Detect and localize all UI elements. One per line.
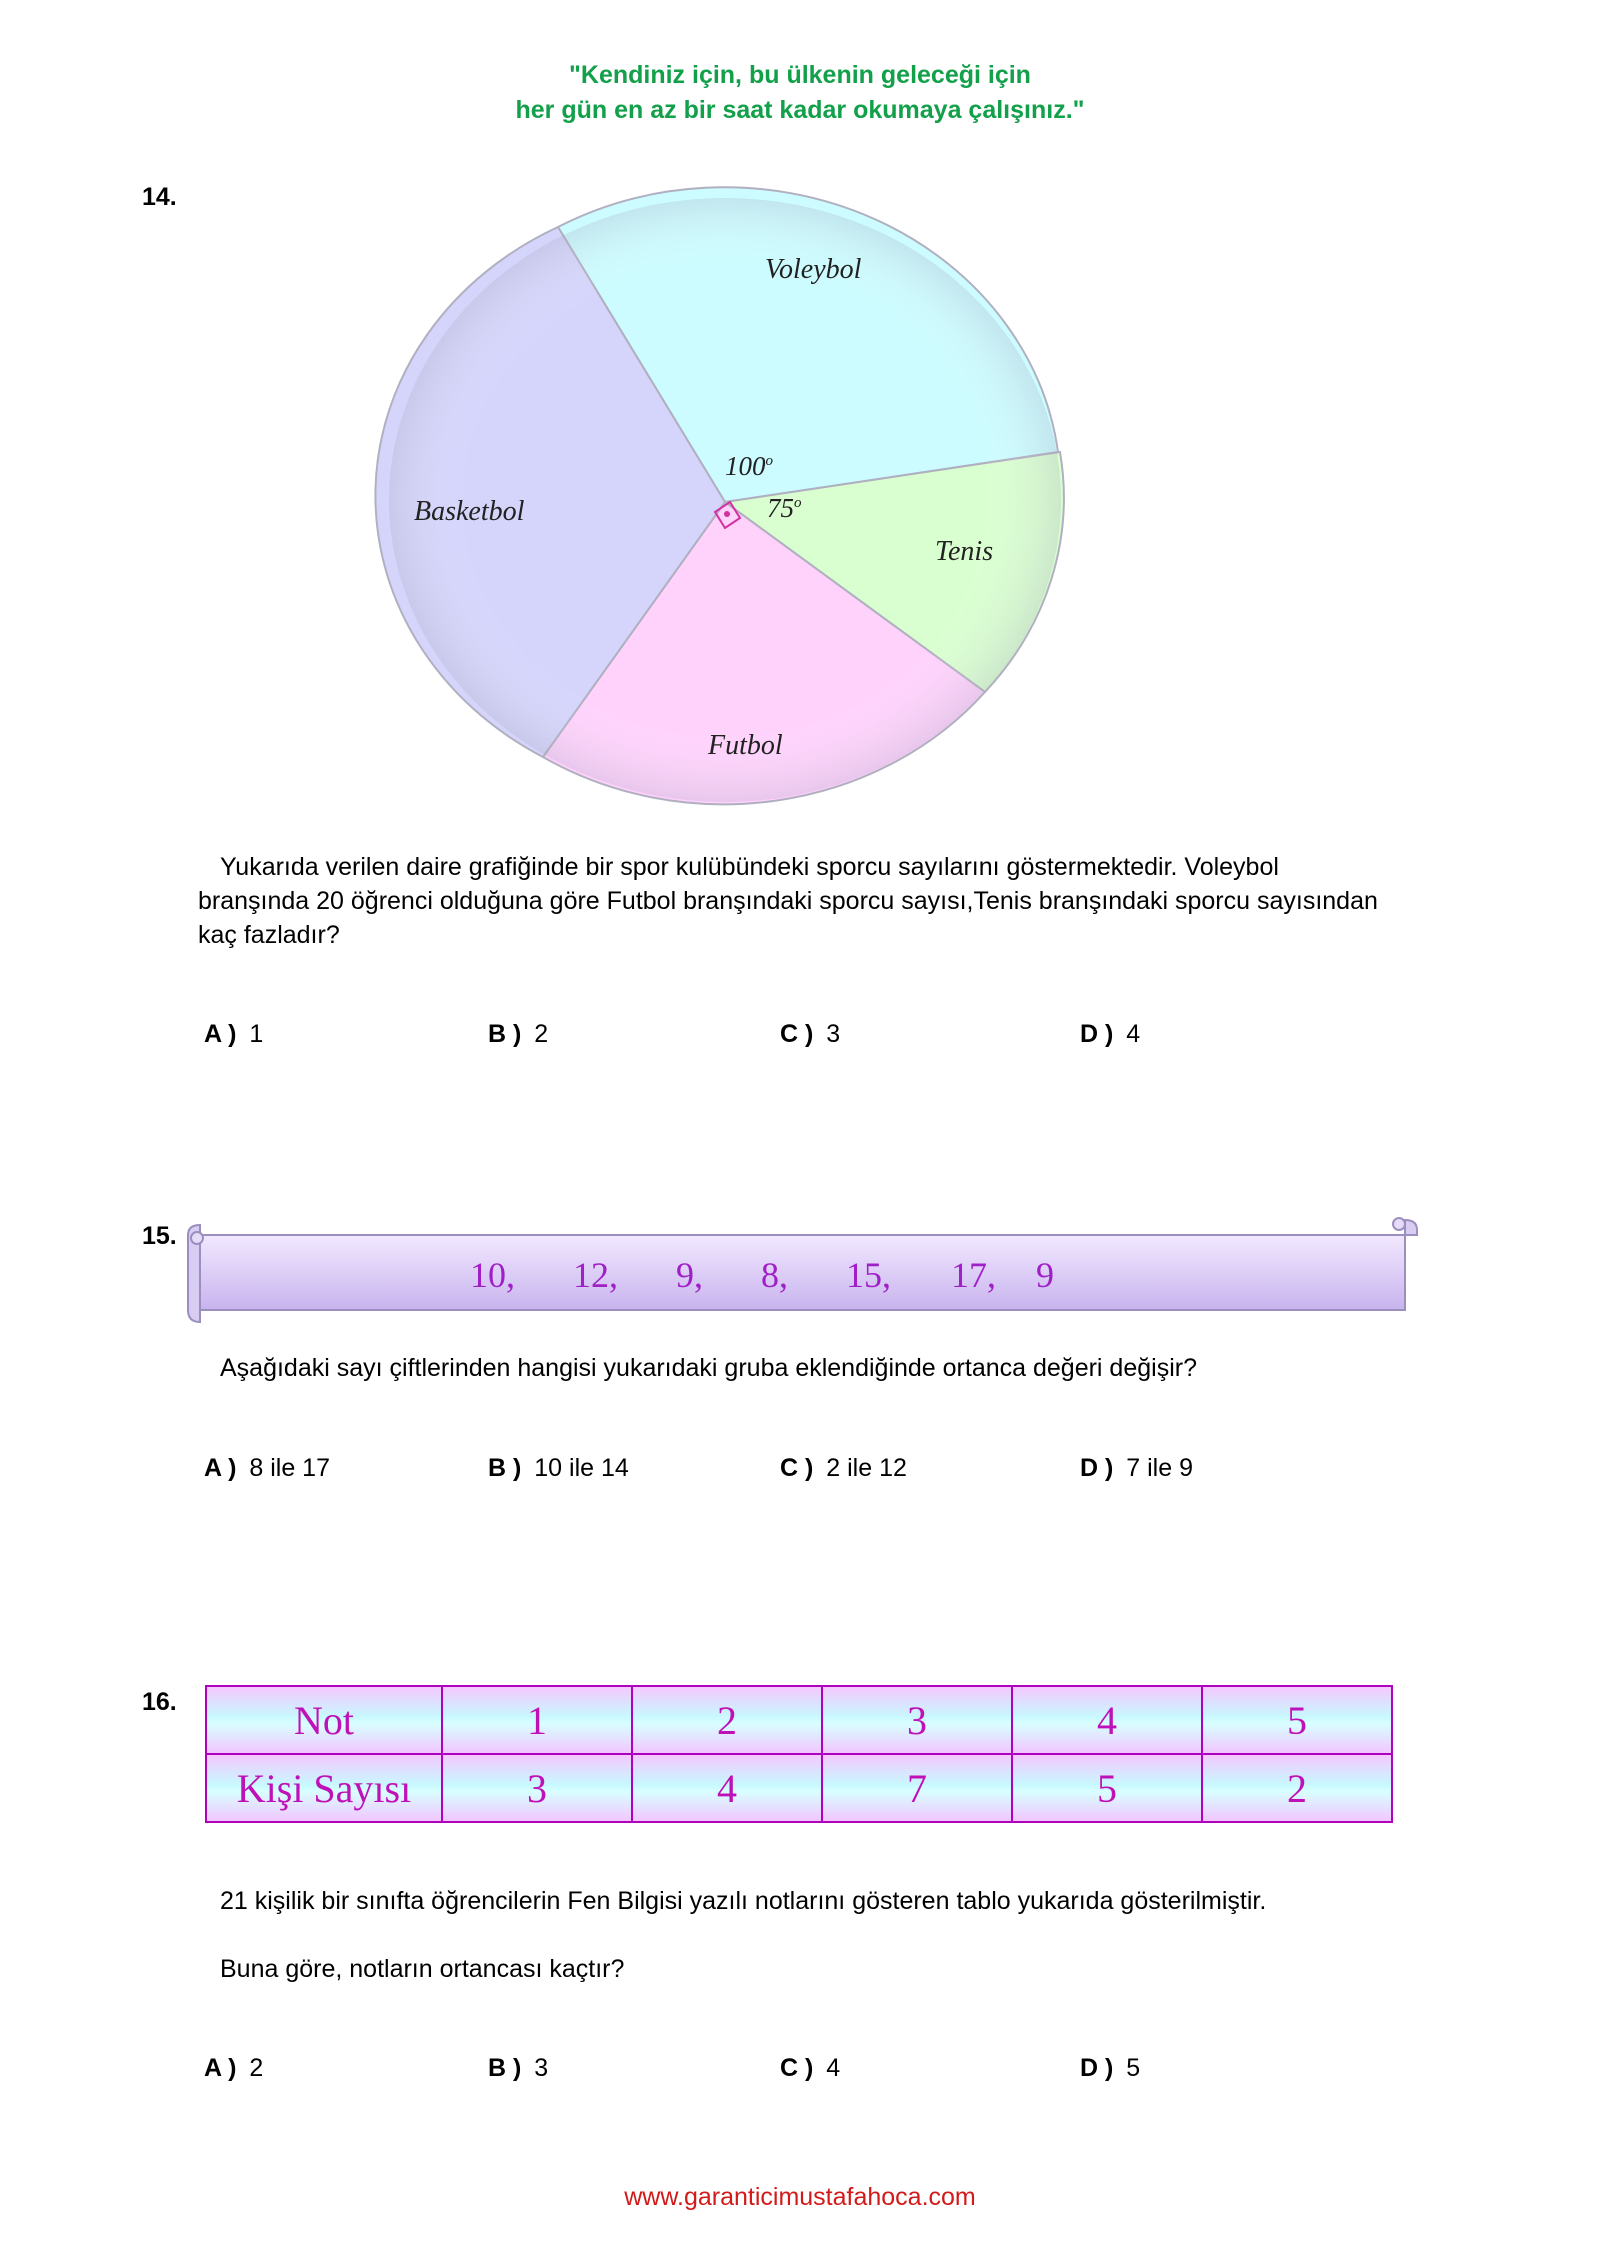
question-text-14: Yukarıda verilen daire grafiğinde bir spor kulübündeki sporcu sayılarını göstermektedir. Voleybol branşında 20 öğrenci olduğuna göre Futbol branşındaki sporcu sayısı,Tenis branşındaki sporcu sayısından kaç fazladır?: [198, 853, 1378, 949]
quote-line-2: her gün en az bir saat kadar okumaya çalışınız.": [515, 96, 1085, 124]
question-number-15: 15.: [142, 1222, 177, 1250]
angle-label-tenis: 75$^o$: [767, 493, 802, 523]
table-cell: 3: [442, 1754, 632, 1822]
table-cell: 7: [822, 1754, 1012, 1822]
question-number-16: 16.: [142, 1688, 177, 1716]
value-item: 9,: [676, 1255, 703, 1295]
table-cell: 3: [822, 1686, 1012, 1754]
option-b[interactable]: B ) 10 ile 14: [488, 1454, 629, 1482]
question-text-16-line-2: Buna göre, notların ortancası kaçtır?: [220, 1955, 625, 1983]
table-row: [206, 1754, 1392, 1822]
table-cell: 5: [1012, 1754, 1202, 1822]
option-d[interactable]: D ) 5: [1080, 2054, 1141, 2082]
value-item: 9: [1036, 1255, 1054, 1295]
option-a[interactable]: A ) 8 ile 17: [204, 1454, 330, 1482]
value-item: 8,: [761, 1255, 788, 1295]
footer-website[interactable]: www.garanticimustafahoca.com: [624, 2183, 976, 2211]
question-text-15: Aşağıdaki sayı çiftlerinden hangisi yukarıdaki gruba eklendiğinde ortanca değeri değişir?: [220, 1354, 1197, 1382]
table-cell: 2: [1202, 1754, 1392, 1822]
angle-label-voleybol: 100$^o$: [725, 451, 773, 481]
table-cell: 4: [1012, 1686, 1202, 1754]
quote-line-1: "Kendiniz için, bu ülkenin geleceği için: [569, 61, 1031, 89]
table-header-not: Not: [206, 1686, 442, 1754]
pie-label-tenis: Tenis: [935, 536, 994, 567]
value-item: 10,: [470, 1255, 515, 1295]
table-row: [206, 1686, 1392, 1754]
table-cell: 4: [632, 1754, 822, 1822]
option-a[interactable]: A ) 1: [204, 1020, 264, 1048]
pie-chart: [0, 0, 1600, 900]
grades-table: [205, 1685, 1393, 1823]
pie-label-voleybol: Voleybol: [765, 254, 862, 285]
option-b[interactable]: B ) 3: [488, 2054, 549, 2082]
pie-label-basketbol: Basketbol: [414, 496, 525, 527]
value-item: 12,: [573, 1255, 618, 1295]
data-values: [470, 1250, 1054, 1300]
value-item: 17,: [951, 1255, 996, 1295]
option-c[interactable]: C ) 2 ile 12: [780, 1454, 907, 1482]
table-cell: 2: [632, 1686, 822, 1754]
table-cell: 1: [442, 1686, 632, 1754]
option-d[interactable]: D ) 7 ile 9: [1080, 1454, 1193, 1482]
table-cell: 5: [1202, 1686, 1392, 1754]
option-a[interactable]: A ) 2: [204, 2054, 264, 2082]
option-d[interactable]: D ) 4: [1080, 1020, 1141, 1048]
option-c[interactable]: C ) 3: [780, 1020, 841, 1048]
option-b[interactable]: B ) 2: [488, 1020, 549, 1048]
table-header-kisi-sayisi: Kişi Sayısı: [206, 1754, 442, 1822]
question-text-16-line-1: 21 kişilik bir sınıfta öğrencilerin Fen Bilgisi yazılı notlarını gösteren tablo yukarıda gösterilmiştir.: [220, 1887, 1267, 1915]
question-number-14: 14.: [142, 183, 177, 211]
option-c[interactable]: C ) 4: [780, 2054, 841, 2082]
pie-label-futbol: Futbol: [708, 730, 783, 761]
value-item: 15,: [846, 1255, 891, 1295]
